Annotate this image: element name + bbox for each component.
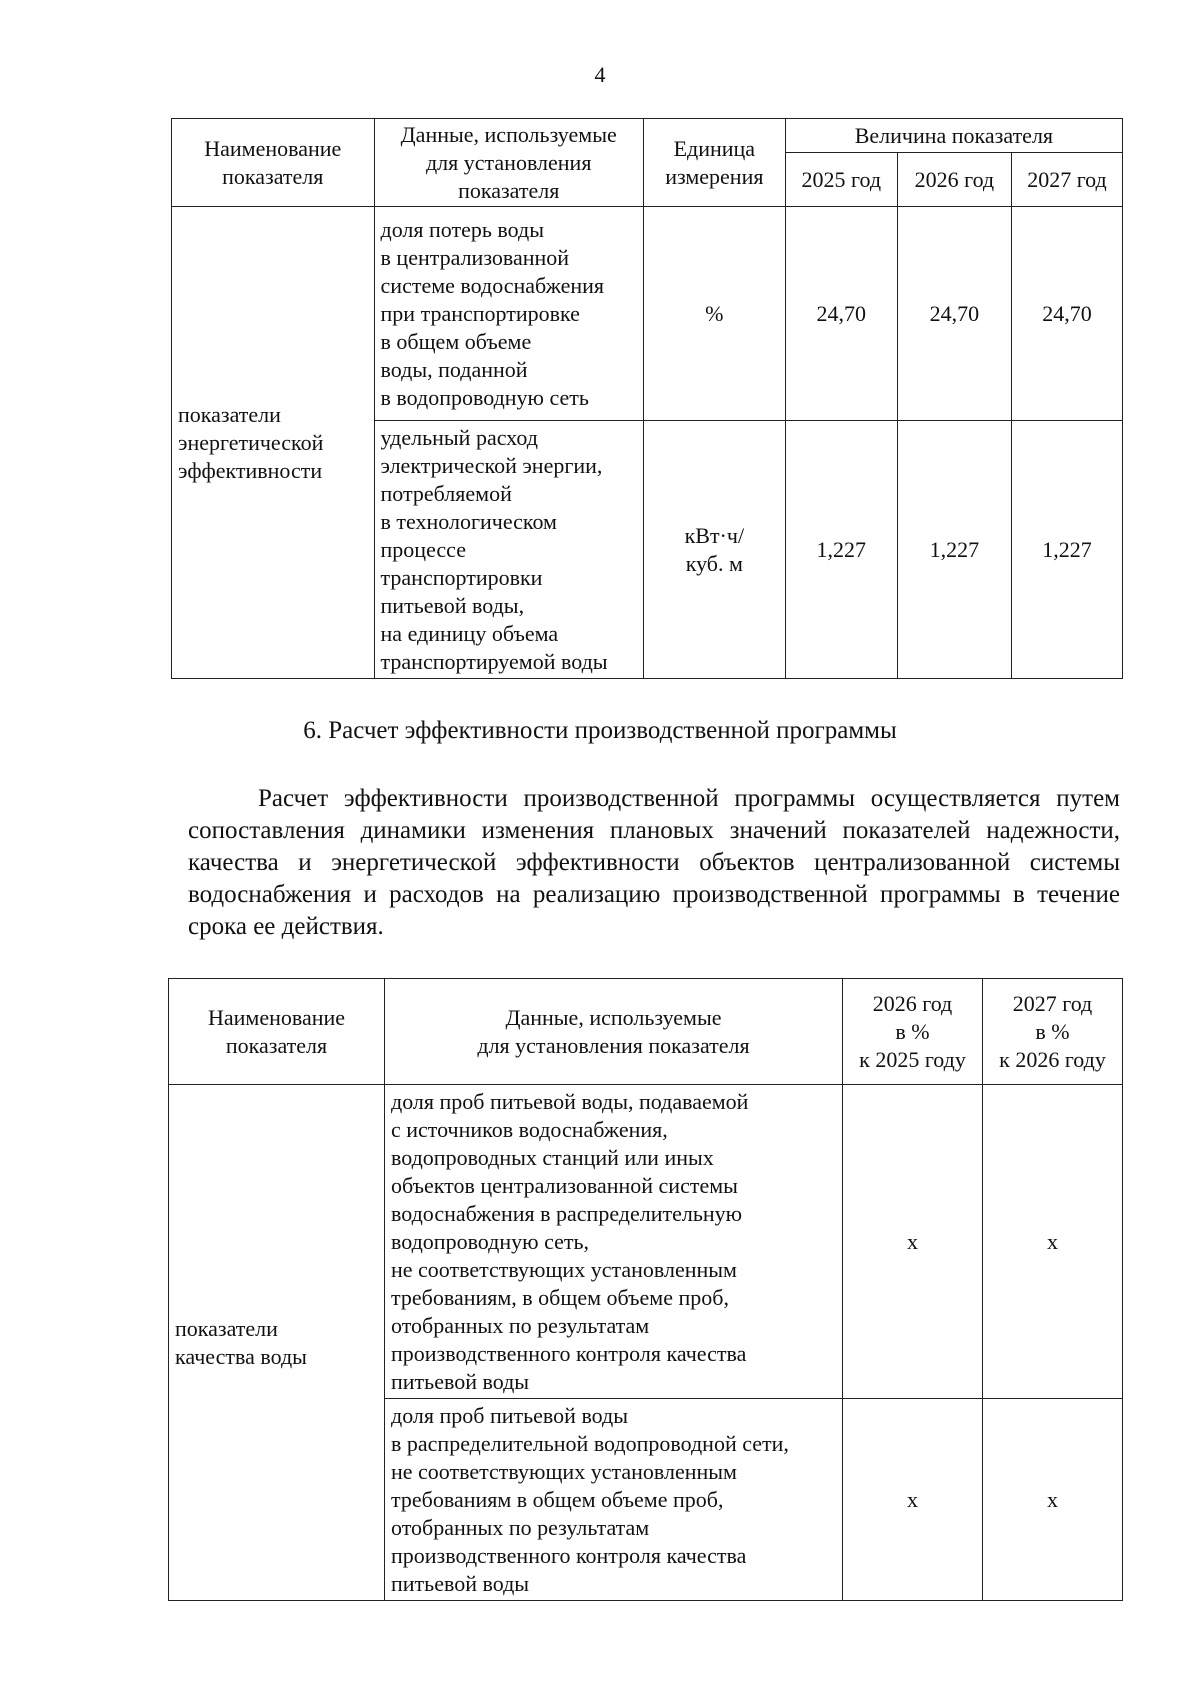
header-year-2025: 2025 год	[785, 153, 897, 207]
header-name: Наименование показателя	[172, 119, 375, 207]
table-row	[172, 207, 1123, 421]
header-2026-percent: 2026 год в % к 2025 году	[843, 979, 983, 1085]
row-unit: кВт·ч/ куб. м	[643, 421, 785, 679]
header-2027-percent: 2027 год в % к 2026 году	[983, 979, 1123, 1085]
row-value-2026: 1,227	[897, 421, 1011, 679]
row-description: удельный расход электрической энергии, потребляемой в технологическом процессе транспортировки питьевой воды, на единицу объема транспортируемой воды	[374, 421, 643, 679]
row-value-2025: 1,227	[785, 421, 897, 679]
row-value-2027: х	[983, 1399, 1123, 1601]
table-row	[169, 1085, 1123, 1399]
row-value-2027: 1,227	[1011, 421, 1122, 679]
header-value-group: Величина показателя	[785, 119, 1122, 153]
row-value-2025: 24,70	[785, 207, 897, 421]
row-value-2027: 24,70	[1011, 207, 1122, 421]
row-unit: %	[643, 207, 785, 421]
row-description: доля проб питьевой воды, подаваемой с источников водоснабжения, водопроводных станций или иных объектов централизованной системы водоснабжения в распределительную водопроводную сеть, не соответствующих установленным требованиям, в общем объеме проб, отобранных по результатам производственного контроля качества питьевой воды	[385, 1085, 843, 1399]
header-data: Данные, используемые для установления показателя	[385, 979, 843, 1085]
group-label: показатели качества воды	[169, 1085, 385, 1601]
efficiency-calculation-table	[168, 978, 1123, 1601]
row-description: доля потерь воды в централизованной системе водоснабжения при транспортировке в общем объеме воды, поданной в водопроводную сеть	[374, 207, 643, 421]
row-value-2027: х	[983, 1085, 1123, 1399]
section-heading: 6. Расчет эффективности производственной программы	[303, 717, 897, 744]
header-data: Данные, используемые для установления показателя	[374, 119, 643, 207]
group-label: показатели энергетической эффективности	[172, 207, 375, 679]
energy-efficiency-table	[171, 118, 1123, 679]
header-name: Наименование показателя	[169, 979, 385, 1085]
row-value-2026: х	[843, 1085, 983, 1399]
row-value-2026: х	[843, 1399, 983, 1601]
header-year-2027: 2027 год	[1011, 153, 1122, 207]
row-description: доля проб питьевой воды в распределительной водопроводной сети, не соответствующих установленным требованиям в общем объеме проб, отобранных по результатам производственного контроля качества питьевой воды	[385, 1399, 843, 1601]
header-year-2026: 2026 год	[897, 153, 1011, 207]
page-number: 4	[594, 62, 606, 87]
section-paragraph: Расчет эффективности производственной программы осуществляется путем сопоставления динамики изменения плановых значений показателей надежности, качества и энергетической эффективности объектов централизованной системы водоснабжения и расходов на реализацию производственной программы в течение срока ее действия.	[188, 785, 1120, 940]
header-unit: Единица измерения	[643, 119, 785, 207]
row-value-2026: 24,70	[897, 207, 1011, 421]
